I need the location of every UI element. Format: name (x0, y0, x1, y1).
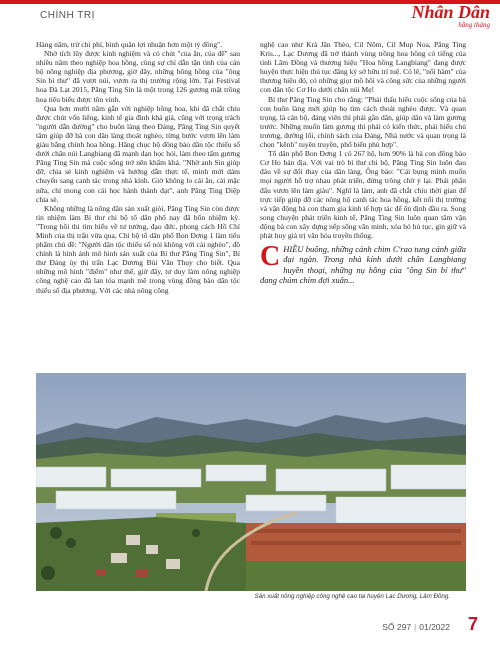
drop-cap: C (260, 241, 281, 273)
closing-text: HIỀU buông, những cánh chim C'rao tung cánh giữa đại ngàn. Trong nhà kính dưới chân Langbiang huyền thoại, những nụ hồng của "ông Sin bí thư" đang chúm chím đợi xuân... (260, 244, 466, 286)
issue-date: 01/2022 (419, 622, 450, 632)
page-number: 7 (467, 614, 478, 634)
paragraph: Qua hơn mười năm gắn với nghiệp hồng hoa, khi đã chắt chiu được chút vốn liếng, kinh tế gia đình khá giả, cũng với trọng trách "người dẫn đường" cho buôn làng theo Đảng, Păng Ting Sin quyết tâm giúp đỡ bà con dân làng thoát nghèo, từng bước vươn lên làm giàu bằng chính hoa hồng. Hăng chục hộ đồng bào dân tộc thiểu số dưới chân núi Langbiang đã mạnh dạn học hỏi, làm theo tấm gương Păng Ting Sin mà cuộc sống trở nên khấm khá. "Nhờ anh Sin giúp đỡ, chia sẻ kinh nghiệm và hướng dẫn thực tế, mình mới dám chuyển sang canh tác trong nhà kính. Giờ không lo cái ăn, cái mặc nữa, chỉ mong con cái học hành thành đạt", anh Păng Ting Diệp chia sẻ. (36, 103, 240, 204)
footer-issue (382, 622, 450, 632)
logo-name: Nhân Dân (411, 2, 490, 22)
article-left-column (36, 40, 240, 295)
photo-caption: Sản xuất nông nghiệp công nghệ cao tại huyện Lạc Dương, Lâm Đồng. (254, 593, 450, 600)
paragraph: Hàng năm, trừ chi phí, bình quân lợi nhuận hơn một tỷ đồng". (36, 40, 223, 49)
issue-number: SỐ 297 (382, 622, 412, 632)
paragraph: nghệ cao như Krà Jăn Thèo, Cil Nôm, Cil Mup Noa, Păng Ting Kris..., Lạc Dương đã trở thành vùng trồng hoa hồng có tiếng của tỉnh Lâm Đồng và thương hiệu "Hoa hồng Langbiang" đang được huyện thực hiện thủ tục đăng ký sở hữu trí tuệ. Có lẽ, "nổi hàm" của thương hiệu đó, có những giọt mồ hôi và công sức của những người con dân tộc Cơ Ho dưới chân núi Mẹ! (260, 40, 466, 95)
article-photo (36, 373, 466, 591)
footer-separator: | (414, 622, 417, 632)
section-label: CHÍNH TRỊ (40, 10, 95, 21)
paragraph: Bí thư Păng Ting Sin cho rằng: "Phải thấu hiểu cuộc sống của bà con buôn làng mới giúp họ tìm cách thoát nghèo được. Và quan trọng, là cán bộ, đảng viên thì phải gần dân, giúp dân và làm gương trước. Những muốn làm gương thì phải có kiến thức, phải hiểu chủ trương, đường lối, chính sách của Đảng, Nhà nước và quan trọng là chọn "kênh" tuyên truyền, phổ biến phù hợp". (260, 94, 466, 150)
paragraph: Tổ dân phố Bon Đơng 1 có 267 hộ, hơn 90% là bà con đồng bào Cơ Ho bản địa. Với vai trò bí thư chi bộ, Păng Ting Sin luôn đau đáu về sự đổi thay của dân làng. Ông bảo: "Cái bụng mình muốn mọi người hỗ trợ nhau phát triển, đừng trông chờ ỷ lại. Phải phấn đấu vươn lên làm giàu". Nghĩ là làm, anh đã chắt chiu thời gian để trực tiếp giúp đỡ các nông hộ canh tác hoa hồng, kết nối thị trường và vận động bà con tham gia kinh tế hợp tác để ổn định đầu ra. Song song chuyện phát triển kinh tế, Păng Ting Sin luôn quan tâm vận động bà con xây dựng nếp sống văn minh, xóa bỏ hủ tục, gìn giữ và phát huy giá trị văn hóa truyền thống. (260, 149, 466, 240)
paragraph: Nhờ tích lũy được kinh nghiệm và có chút "của ăn, của để" sau nhiều năm theo nghiệp hoa hồng, cùng sự chỉ dẫn tận tình của cán bộ nông nghiệp địa phương, giờ đây, những bông hồng của "ông Sin bí thư" đã vượt núi, vươn ra thị trường rộng lớn. Tại Festival hoa Đà Lạt 2015, Păng Ting Sin là một trong 126 gương mặt trồng hoa tiêu biểu được tôn vinh. (36, 49, 240, 104)
closing-paragraph (260, 241, 466, 286)
paragraph: Không những là nông dân sản xuất giỏi, Păng Ting Sin còn được tin nhiệm làm Bí thư chi bộ tổ dân phố nay đã bốn nhiệm kỳ. "Trong hồi thi tìm hiểu về tư tưởng, đạo đức, phong cách Hồ Chí Minh của thị trấn vừa qua, Chi bộ tổ dân phố Bon Đơng 1 làm tiểu phẩm chủ đề: "Người dân tộc thiểu số nói không với cái nghèo", đồ chính là hình ảnh mô hình sản xuất của Bí thư Păng Ting Sin", Bí thư Đảng ủy thị trấn Lạc Dương Bùi Văn Thụy cho biết. Qua những mô hình "điểm" như thế, giờ đây, tư duy làm nông nghiệp công nghệ cao đã lan tỏa mạnh mẽ trong vùng đồng bào dân tộc thiểu số địa phương. Với các nhà nông công (36, 203, 240, 295)
logo-subtitle: hằng tháng (458, 21, 490, 29)
article-right-column (260, 40, 466, 286)
publication-logo (410, 3, 490, 31)
